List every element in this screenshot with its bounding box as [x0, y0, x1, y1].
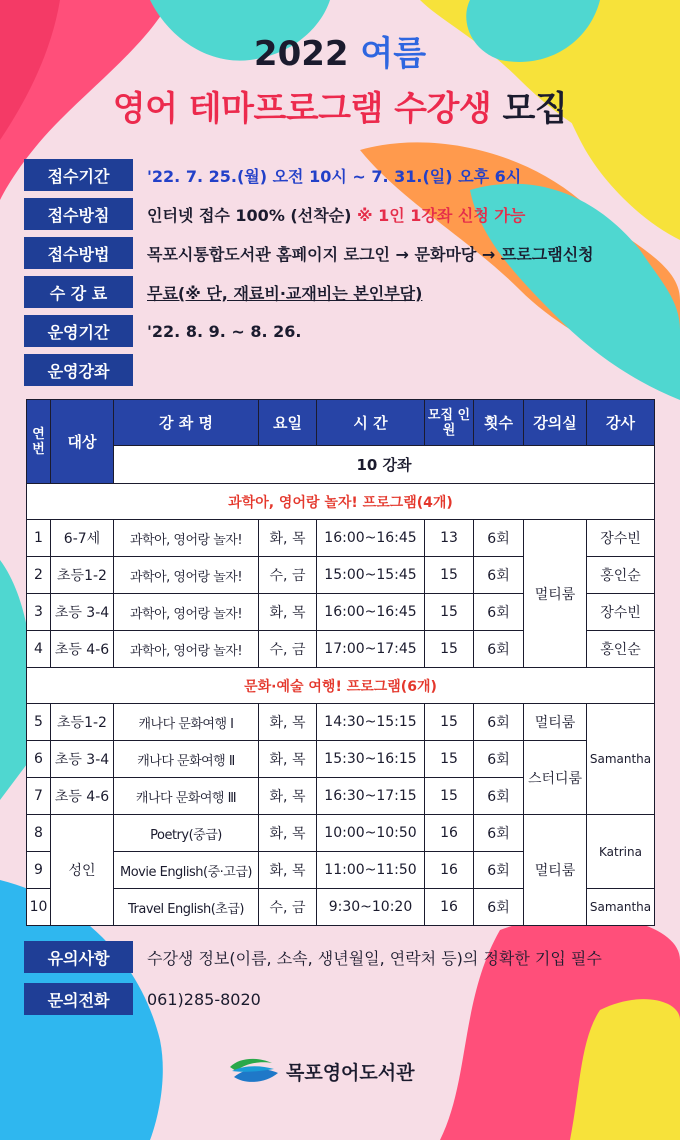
cell-day: 수, 금 [259, 557, 317, 594]
cell-time: 9:30~10:20 [317, 889, 425, 926]
cell-day: 화, 목 [259, 704, 317, 741]
policy-text: 인터넷 접수 100% (선착순) [147, 205, 352, 225]
cell-capacity: 16 [425, 852, 474, 889]
cell-no: 5 [27, 704, 51, 741]
cell-day: 화, 목 [259, 778, 317, 815]
header-no: 연번 [27, 400, 51, 484]
cell-day: 수, 금 [259, 889, 317, 926]
cell-target: 초등1-2 [51, 557, 114, 594]
cell-instructor: 홍인순 [587, 631, 655, 668]
cell-sessions: 6회 [474, 815, 524, 852]
info-row-caution [24, 940, 664, 974]
table-row [27, 741, 655, 778]
library-logo [228, 1053, 414, 1089]
policy-note: ※ 1인 1강좌 신청 가능 [357, 205, 526, 225]
header-capacity: 모집 인원 [425, 400, 474, 446]
cell-room: 멀티룸 [524, 704, 587, 741]
value-operation: '22. 8. 9. ~ 8. 26. [147, 321, 302, 341]
total-courses: 10 강좌 [114, 446, 655, 484]
cell-instructor: Samantha [587, 889, 655, 926]
label-operation: 운영기간 [24, 315, 133, 347]
cell-instructor: 홍인순 [587, 557, 655, 594]
cell-sessions: 6회 [474, 631, 524, 668]
group-row-2 [27, 668, 655, 704]
cell-no: 8 [27, 815, 51, 852]
cell-course: 과학아, 영어랑 놀자! [114, 557, 259, 594]
cell-sessions: 6회 [474, 889, 524, 926]
cell-course: 과학아, 영어랑 놀자! [114, 631, 259, 668]
cell-instructor: 장수빈 [587, 594, 655, 631]
info-row-period [24, 158, 664, 192]
cell-day: 화, 목 [259, 852, 317, 889]
info-row-courses [24, 353, 664, 387]
cell-time: 16:30~17:15 [317, 778, 425, 815]
header-time: 시 간 [317, 400, 425, 446]
cell-no: 7 [27, 778, 51, 815]
cell-no: 4 [27, 631, 51, 668]
cell-target: 성인 [51, 815, 114, 926]
header-room: 강의실 [524, 400, 587, 446]
cell-course: 캐나다 문화여행 Ⅰ [114, 704, 259, 741]
cell-target: 초등 4-6 [51, 631, 114, 668]
title-end: 모집 [502, 89, 568, 129]
table-row [27, 704, 655, 741]
title-line-1 [0, 26, 680, 75]
cell-sessions: 6회 [474, 520, 524, 557]
cell-sessions: 6회 [474, 852, 524, 889]
cell-target: 초등 3-4 [51, 741, 114, 778]
value-contact: 061)285-8020 [147, 989, 261, 1009]
fee-text: 무료(※ 단, 재료비·교재비는 본인부담) [147, 283, 423, 303]
label-fee: 수 강 료 [24, 276, 133, 308]
header-course: 강 좌 명 [114, 400, 259, 446]
cell-room: 스터디룸 [524, 741, 587, 815]
title-line-2 [0, 81, 680, 130]
library-logo-icon [228, 1053, 280, 1089]
group-title-2: 문화·예술 여행! 프로그램(6개) [27, 668, 655, 704]
cell-sessions: 6회 [474, 557, 524, 594]
info-row-method [24, 236, 664, 270]
cell-no: 1 [27, 520, 51, 557]
cell-instructor: 장수빈 [587, 520, 655, 557]
cell-course: 과학아, 영어랑 놀자! [114, 594, 259, 631]
cell-room: 멀티룸 [524, 815, 587, 926]
cell-no: 9 [27, 852, 51, 889]
header-instructor: 강사 [587, 400, 655, 446]
value-caution: 수강생 정보(이름, 소속, 생년월일, 연락처 등)의 정확한 기입 필수 [147, 948, 602, 968]
cell-room: 멀티룸 [524, 520, 587, 668]
table-header-row [27, 400, 655, 446]
cell-sessions: 6회 [474, 778, 524, 815]
value-method: 목포시통합도서관 홈페이지 로그인 → 문화마당 → 프로그램신청 [147, 244, 594, 264]
title-year: 2022 [253, 34, 349, 74]
cell-day: 화, 목 [259, 520, 317, 557]
cell-capacity: 16 [425, 815, 474, 852]
cell-time: 10:00~10:50 [317, 815, 425, 852]
cell-time: 17:00~17:45 [317, 631, 425, 668]
header-day: 요일 [259, 400, 317, 446]
label-policy: 접수방침 [24, 198, 133, 230]
value-period: '22. 7. 25.(월) 오전 10시 ~ 7. 31.(일) 오후 6시 [147, 166, 522, 186]
cell-capacity: 15 [425, 704, 474, 741]
label-caution: 유의사항 [24, 941, 133, 973]
cell-capacity: 15 [425, 778, 474, 815]
table-row [27, 815, 655, 852]
cell-no: 6 [27, 741, 51, 778]
info-section [24, 158, 664, 392]
group-title-1: 과학아, 영어랑 놀자! 프로그램(4개) [27, 484, 655, 520]
notes-section [24, 940, 664, 1024]
cell-capacity: 15 [425, 741, 474, 778]
cell-capacity: 15 [425, 631, 474, 668]
cell-sessions: 6회 [474, 704, 524, 741]
cell-capacity: 13 [425, 520, 474, 557]
cell-no: 10 [27, 889, 51, 926]
cell-capacity: 16 [425, 889, 474, 926]
cell-target: 초등 4-6 [51, 778, 114, 815]
label-method: 접수방법 [24, 237, 133, 269]
header-target: 대상 [51, 400, 114, 484]
cell-time: 15:00~15:45 [317, 557, 425, 594]
cell-day: 화, 목 [259, 594, 317, 631]
cell-time: 16:00~16:45 [317, 594, 425, 631]
cell-instructor: Samantha [587, 704, 655, 815]
table-row [27, 520, 655, 557]
total-row [27, 446, 655, 484]
cell-instructor: Katrina [587, 815, 655, 889]
value-fee [147, 281, 422, 304]
cell-course: 캐나다 문화여행 Ⅱ [114, 741, 259, 778]
cell-course: 캐나다 문화여행 Ⅲ [114, 778, 259, 815]
cell-time: 14:30~15:15 [317, 704, 425, 741]
cell-sessions: 6회 [474, 594, 524, 631]
cell-capacity: 15 [425, 557, 474, 594]
label-courses: 운영강좌 [24, 354, 133, 386]
cell-day: 화, 목 [259, 741, 317, 778]
schedule-table [26, 399, 655, 926]
title-main: 영어 테마프로그램 수강생 [112, 89, 492, 129]
library-name: 목포영어도서관 [286, 1061, 415, 1084]
cell-no: 3 [27, 594, 51, 631]
cell-capacity: 15 [425, 594, 474, 631]
cell-target: 초등1-2 [51, 704, 114, 741]
cell-day: 화, 목 [259, 815, 317, 852]
cell-target: 6-7세 [51, 520, 114, 557]
cell-target: 초등 3-4 [51, 594, 114, 631]
cell-no: 2 [27, 557, 51, 594]
cell-course: Poetry(중급) [114, 815, 259, 852]
cell-time: 11:00~11:50 [317, 852, 425, 889]
cell-course: 과학아, 영어랑 놀자! [114, 520, 259, 557]
label-contact: 문의전화 [24, 983, 133, 1015]
cell-course: Movie English(중·고급) [114, 852, 259, 889]
cell-time: 16:00~16:45 [317, 520, 425, 557]
info-row-contact [24, 982, 664, 1016]
title-season: 여름 [360, 34, 427, 74]
cell-course: Travel English(초급) [114, 889, 259, 926]
cell-day: 수, 금 [259, 631, 317, 668]
cell-time: 15:30~16:15 [317, 741, 425, 778]
info-row-operation [24, 314, 664, 348]
header-sessions: 횟수 [474, 400, 524, 446]
group-row-1 [27, 484, 655, 520]
info-row-policy [24, 197, 664, 231]
page-title [0, 26, 680, 130]
info-row-fee [24, 275, 664, 309]
value-policy [147, 203, 525, 226]
label-period: 접수기간 [24, 159, 133, 191]
cell-sessions: 6회 [474, 741, 524, 778]
